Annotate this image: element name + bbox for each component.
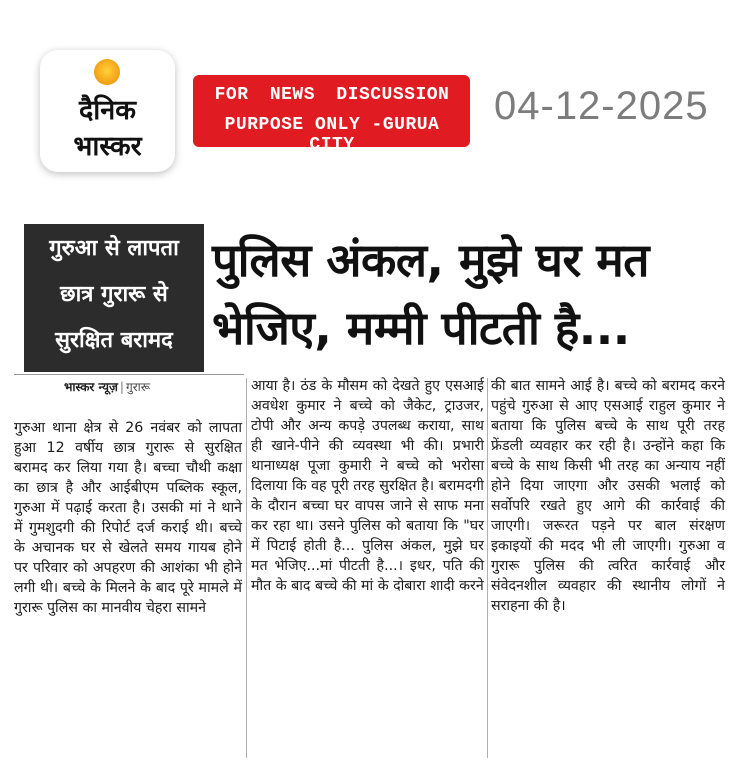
article-column-3: की बात सामने आई है। बच्चे को बरामद करने पहुंचे गुरुआ से आए एसआई राहुल कुमार ने बताया कि पुलिस बच्चे के साथ पूरी तरह फ्रेंडली व्यवहार कर रही है। उन्होंने कहा कि बच्चे के साथ किसी भी तरह का अन्याय नहीं होने दिया जाएगा और उसकी भलाई को सर्वोपरि रखते हुए आगे की कार्रवाई की जाएगी। जरूरत पड़ने पर बाल संरक्षण इकाइयों की मदद भी ली जाएगी। गुरुआ व गुरारू पुलिस की त्वरित कार्रवाई और संवेदनशील व्यवहार की स्थानीय लोगों ने सराहना की है।	[491, 378, 725, 614]
headline-line: भेजिए, मम्मी पीटती है...	[212, 301, 630, 355]
banner-line-2: PURPOSE ONLY -GURUA CITY	[224, 115, 440, 155]
byline: भास्कर न्यूज़ | गुरारू	[64, 380, 151, 394]
newspaper-logo	[40, 50, 175, 172]
kicker-line: छात्र गुरारू से	[60, 282, 168, 307]
banner-line-1: FOR NEWS DISCUSSION	[214, 85, 450, 105]
kicker-line: सुरक्षित बरामद	[55, 328, 173, 353]
logo-text-bhaskar: भास्कर	[73, 131, 142, 162]
headline-line: पुलिस अंकल, मुझे घर मत	[212, 233, 650, 287]
kicker-box	[24, 224, 204, 372]
publication-date: 04-12-2025	[494, 84, 709, 128]
kicker-line: गुरुआ से लापता	[49, 236, 179, 261]
article-column-1: गुरुआ थाना क्षेत्र से 26 नवंबर को लापता हुआ 12 वर्षीय छात्र गुरारू से सुरक्षित बरामद कर लिया गया है। बच्चा चौथी कक्षा का छात्र है और आईबीएम पब्लिक स्कूल, गुरुआ में पढ़ाई करता है। उसकी मां ने थाने में गुमशुदगी की रिपोर्ट दर्ज कराई थी। बच्चे के अचानक घर से खेलते समय गायब होने पर परिवार को अपहरण की आशंका भी होने लगी थी। बच्चे के मिलने के बाद पूरे मामले में गुरारू पुलिस का मानवीय चेहरा सामने	[14, 420, 242, 616]
column-divider	[246, 378, 247, 758]
purpose-banner	[193, 75, 470, 155]
column-divider	[487, 378, 488, 758]
divider	[14, 374, 244, 375]
sun-icon	[92, 57, 122, 87]
byline-source: भास्कर न्यूज़	[64, 380, 118, 394]
logo-text-dainik: दैनिक	[78, 95, 137, 126]
article-column-2: आया है। ठंड के मौसम को देखते हुए एसआई अवधेश कुमार ने बच्चे को जैकेट, ट्राउजर, टोपी और अन्य कपड़े उपलब्ध कराया, साथ ही खाने-पीने की व्यवस्था भी की। प्रभारी थानाध्यक्ष पूजा कुमारी ने बच्चे को भरोसा दिलाया कि वह पूरी तरह सुरक्षित है। बरामदगी के दौरान बच्चा घर वापस जाने से साफ मना कर रहा था। उसने पुलिस को बताया कि "घर में पिटाई होती है... पुलिस अंकल, मुझे घर मत भेजिए...मां पीटती है...। इधर, पति की मौत के बाद बच्चे की मां के दोबारा शादी करने	[251, 378, 484, 594]
byline-place: गुरारू	[125, 380, 151, 394]
